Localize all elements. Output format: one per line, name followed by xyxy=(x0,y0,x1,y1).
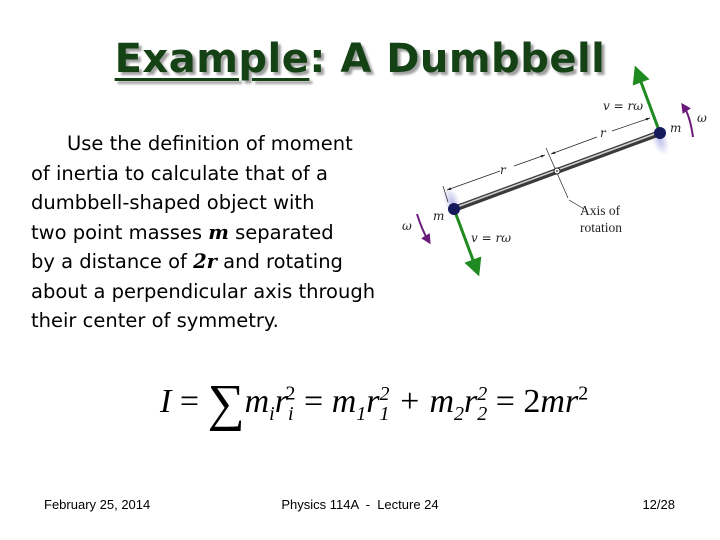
radius-label-left: r xyxy=(500,163,506,177)
velocity-label-top: v = rω xyxy=(603,99,643,113)
footer-course: Physics 114A - Lecture 24 xyxy=(281,497,439,512)
body-line: Use the definition of moment xyxy=(67,132,353,155)
footer-page-number: 12/28 xyxy=(642,497,675,512)
formula-result: $2mr^2$ xyxy=(523,382,589,420)
omega-arrow-icon xyxy=(684,107,693,137)
dim-arrow xyxy=(514,155,545,166)
body-line xyxy=(31,247,431,277)
footer-date: February 25, 2014 xyxy=(44,497,151,512)
formula-r: r xyxy=(274,383,288,420)
body-text-segment: separated xyxy=(228,220,334,244)
dim-arrow xyxy=(551,137,597,154)
omega-label-left: ω xyxy=(402,219,412,233)
axis-label-line2: rotation xyxy=(580,220,622,235)
mass-label-right: m xyxy=(670,121,682,135)
title-rest: : A Dumbbell xyxy=(309,36,606,82)
mass-right xyxy=(654,127,666,139)
formula-m: m xyxy=(244,383,270,420)
summation-icon: ∑ xyxy=(207,375,245,432)
formula-eq: = xyxy=(304,383,324,420)
body-text-segment: two point masses xyxy=(31,220,209,244)
formula-eq: = xyxy=(495,383,515,420)
omega-label-right: ω xyxy=(697,111,707,125)
body-text-segment: and rotating xyxy=(216,250,343,273)
radius-label-right: r xyxy=(600,126,606,140)
body-line: their center of symmetry. xyxy=(31,309,279,332)
body-line: of inertia to calculate that of a xyxy=(31,161,328,185)
dim-arrow xyxy=(612,118,650,131)
formula-expansion: $m_1r_1^2 + m_2r_2^2$ xyxy=(331,382,488,425)
formula-sub: i xyxy=(269,402,275,425)
body-line: dumbbell-shaped object with xyxy=(31,191,315,214)
formula-sub: i xyxy=(287,402,294,425)
body-line xyxy=(31,218,431,248)
problem-statement xyxy=(31,129,431,336)
title-underlined-word: Example xyxy=(114,36,310,82)
variable-m: m xyxy=(208,220,229,244)
omega-arrow-icon xyxy=(417,214,428,240)
formula-sup: 2 xyxy=(285,382,296,405)
body-line: about a perpendicular axis through xyxy=(31,279,376,303)
axis-dot xyxy=(556,170,558,172)
axis-label-line1: Axis of xyxy=(580,203,621,218)
formula-lhs: I xyxy=(160,383,172,420)
velocity-label-bottom: v = rω xyxy=(471,231,511,245)
formula-eq: = xyxy=(179,383,200,420)
moment-of-inertia-formula xyxy=(160,374,620,430)
variable-2r: 2r xyxy=(193,250,217,273)
mass-left xyxy=(448,203,460,215)
mass-label-left: m xyxy=(433,209,445,223)
dumbbell-diagram xyxy=(395,60,720,290)
body-text-segment: by a distance of xyxy=(31,250,194,273)
dim-arrow xyxy=(447,171,500,190)
